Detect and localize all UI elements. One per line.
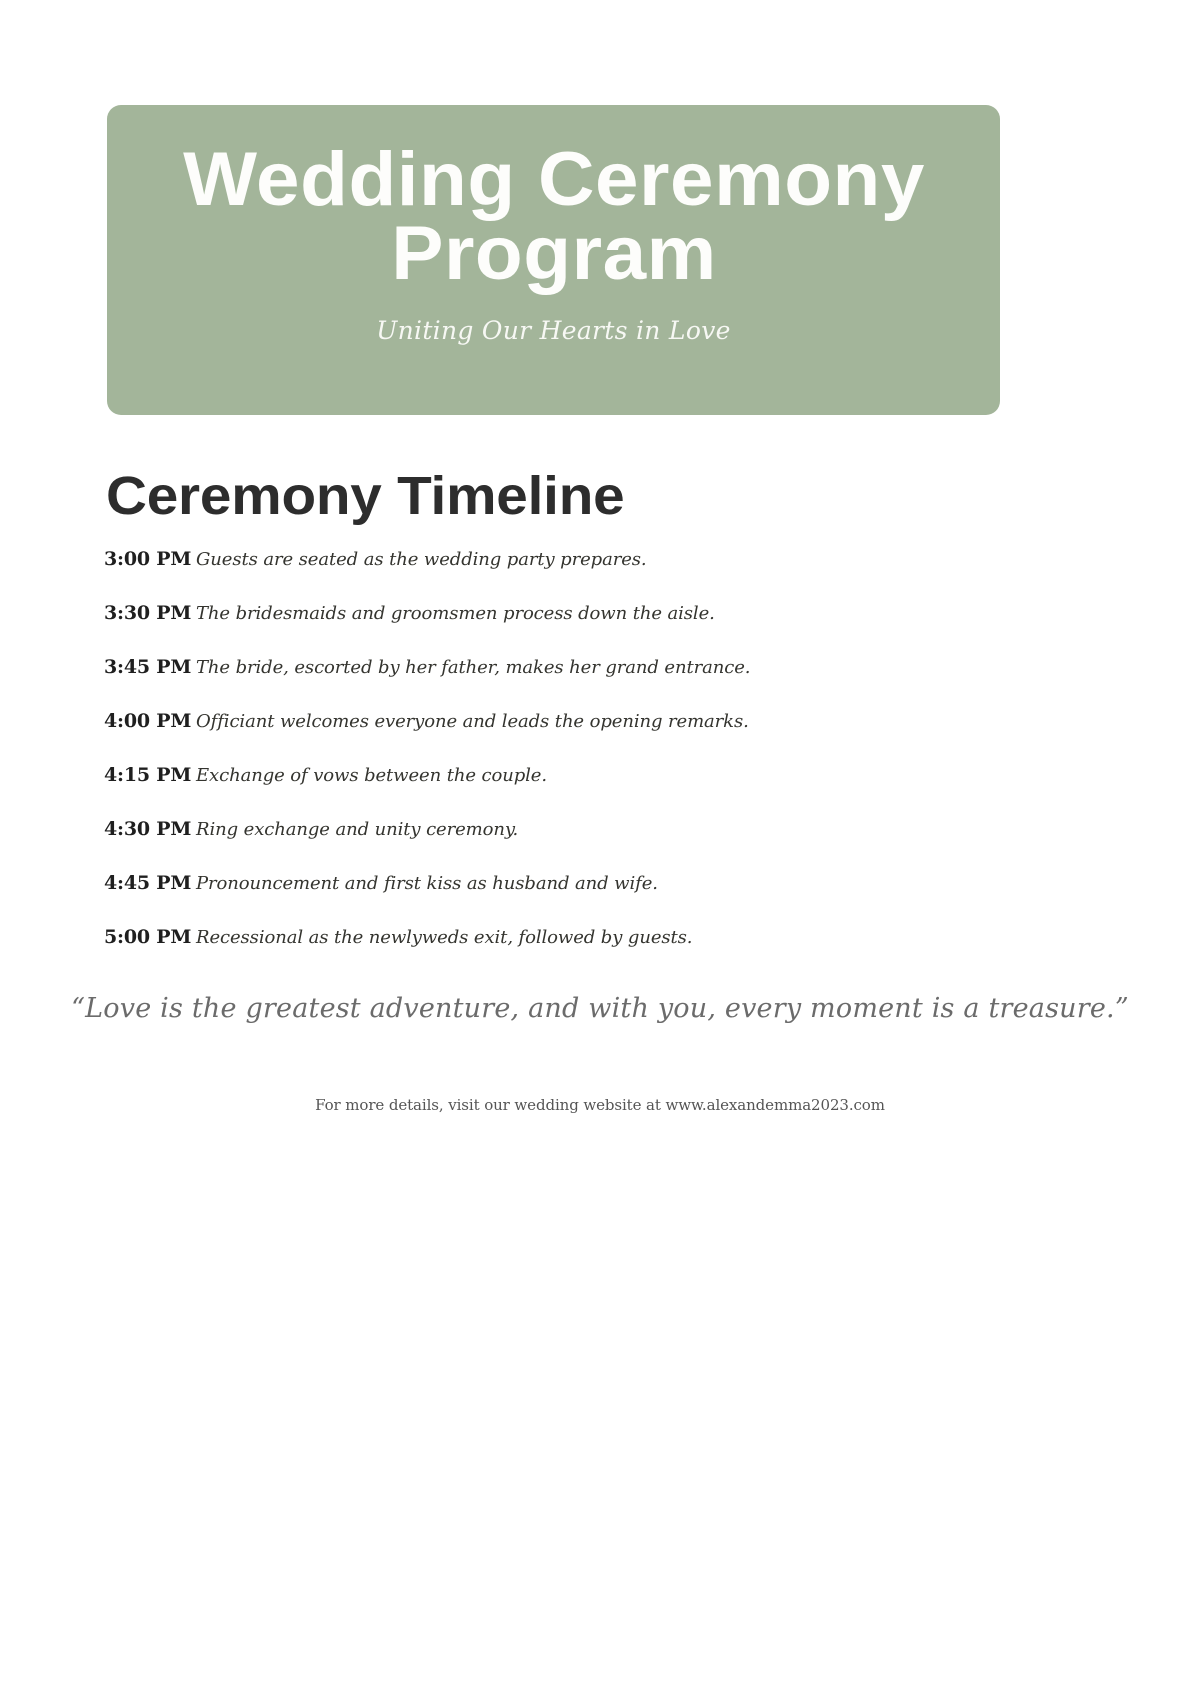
timeline-row <box>104 656 1004 710</box>
timeline-description: Pronouncement and first kiss as husband and wife. <box>196 873 658 894</box>
header-banner <box>107 105 1000 415</box>
page-title: Wedding Ceremony Program <box>182 137 925 296</box>
timeline-time: 3:30 PM <box>104 602 192 624</box>
timeline-time: 3:45 PM <box>104 656 192 678</box>
timeline-row <box>104 764 1004 818</box>
timeline-description: Officiant welcomes everyone and leads the opening remarks. <box>196 711 749 732</box>
timeline-description: The bridesmaids and groomsmen process down the aisle. <box>196 603 715 624</box>
timeline-description: Ring exchange and unity ceremony. <box>196 819 519 840</box>
timeline-description: Exchange of vows between the couple. <box>196 765 547 786</box>
timeline-time: 4:15 PM <box>104 764 192 786</box>
timeline-time: 4:00 PM <box>104 710 192 732</box>
timeline-time: 4:45 PM <box>104 872 192 894</box>
timeline-time: 4:30 PM <box>104 818 192 840</box>
timeline-row <box>104 602 1004 656</box>
closing-quote: “Love is the greatest adventure, and with you, every moment is a treasure.” <box>71 993 1129 1024</box>
timeline-row <box>104 818 1004 872</box>
timeline-description: The bride, escorted by her father, makes her grand entrance. <box>196 657 751 678</box>
ceremony-timeline-list <box>104 548 1004 980</box>
timeline-row <box>104 710 1004 764</box>
footer-website-note: For more details, visit our wedding website at www.alexandemma2023.com <box>315 1096 885 1114</box>
section-heading-ceremony-timeline: Ceremony Timeline <box>106 466 625 526</box>
timeline-row <box>104 926 1004 980</box>
timeline-time: 5:00 PM <box>104 926 192 948</box>
timeline-description: Guests are seated as the wedding party prepares. <box>196 549 647 570</box>
timeline-row <box>104 872 1004 926</box>
timeline-row <box>104 548 1004 602</box>
timeline-time: 3:00 PM <box>104 548 192 570</box>
timeline-description: Recessional as the newlyweds exit, followed by guests. <box>196 927 693 948</box>
page-subtitle: Uniting Our Hearts in Love <box>376 316 731 346</box>
